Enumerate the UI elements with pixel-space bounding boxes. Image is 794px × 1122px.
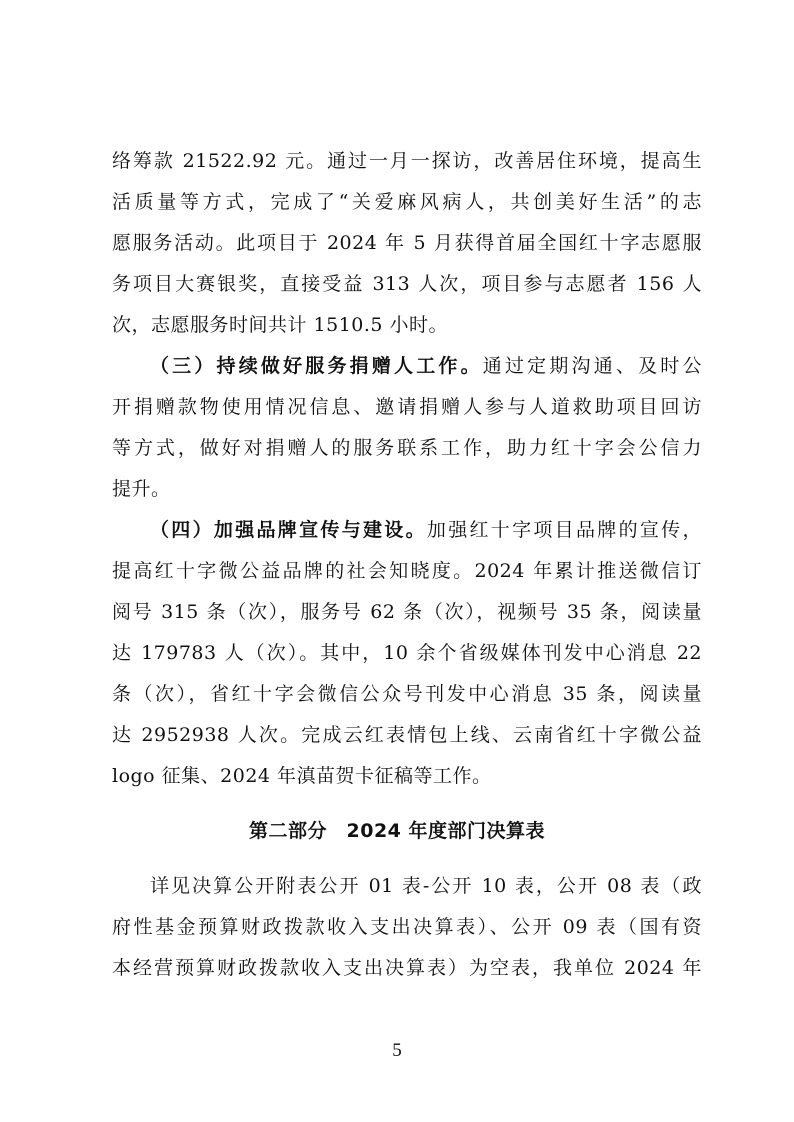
paragraph-line: 阅号 315 条（次），服务号 62 条（次），视频号 35 条，阅读量 <box>112 601 702 623</box>
body-text-top <box>112 141 702 797</box>
paragraph-line: 开捐赠款物使用情况信息、邀请捐赠人参与人道救助项目回访 <box>112 396 702 418</box>
paragraph-line: 络筹款 21522.92 元。通过一月一探访，改善居住环境，提高生 <box>112 150 702 172</box>
paragraph-line: 愿服务活动。此项目于 2024 年 5 月获得首届全国红十字志愿服 <box>112 232 702 254</box>
paragraph-line: 详见决算公开附表公开 01 表-公开 10 表，公开 08 表（政 <box>150 875 702 897</box>
paragraph-line: 本经营预算财政拨款收入支出决算表）为空表，我单位 2024 年 <box>112 957 702 979</box>
paragraph-text: 加强红十字项目品牌的宣传， <box>426 519 702 541</box>
paragraph-line: 活质量等方式，完成了“关爱麻风病人，共创美好生活”的志 <box>112 191 702 213</box>
paragraph-line: 达 2952938 人次。完成云红表情包上线、云南省红十字微公益 <box>112 724 702 746</box>
paragraph-line: 提高红十字微公益品牌的社会知晓度。2024 年累计推送微信订 <box>112 560 702 582</box>
paragraph-first-line <box>112 346 702 387</box>
paragraph-heading: （四）加强品牌宣传与建设。 <box>150 519 427 541</box>
paragraph-line: 达 179783 人（次）。其中，10 余个省级媒体刊发中心消息 22 <box>112 642 702 664</box>
section-title: 第二部分 2024 年度部门决算表 <box>249 820 545 842</box>
paragraph-line: 条（次），省红十字会微信公众号刊发中心消息 35 条，阅读量 <box>112 683 702 705</box>
paragraph-first-line <box>112 510 702 551</box>
paragraph-text: 通过定期沟通、及时公 <box>482 355 702 377</box>
body-text-bottom <box>112 866 702 989</box>
paragraph-heading: （三）持续做好服务捐赠人工作。 <box>150 355 483 377</box>
paragraph-line: 等方式，做好对捐赠人的服务联系工作，助力红十字会公信力 <box>112 437 702 459</box>
paragraph-line: 务项目大赛银奖，直接受益 313 人次，项目参与志愿者 156 人 <box>112 273 702 295</box>
paragraph-line: 次，志愿服务时间共计 1510.5 小时。 <box>112 314 449 336</box>
paragraph-line: logo 征集、2024 年滇苗贺卡征稿等工作。 <box>112 765 492 787</box>
paragraph-line: 府性基金预算财政拨款收入支出决算表）、公开 09 表（国有资 <box>112 916 702 938</box>
paragraph-line: 提升。 <box>112 478 171 500</box>
page-number: 5 <box>392 1040 402 1061</box>
